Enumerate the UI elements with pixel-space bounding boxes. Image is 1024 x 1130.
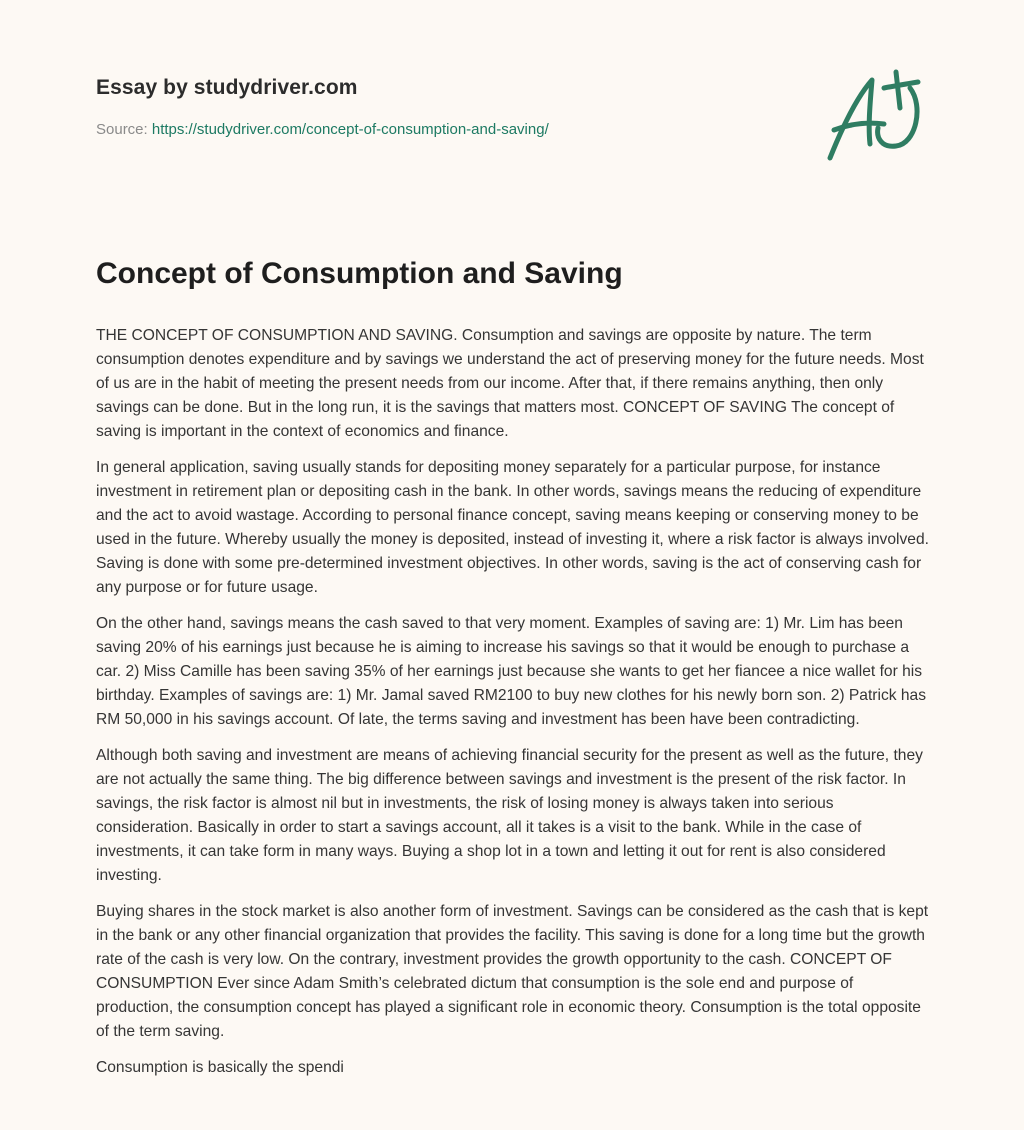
essay-paragraph: In general application, saving usually stands for depositing money separately for a particular purpose, for instance investment in retirement plan or depositing cash in the bank. In other words, savings means the reducing of expenditure and the act to avoid wastage. According to personal finance concept, saving means keeping or conserving money to be used in the future. Whereby usually the money is deposited, instead of investing it, where a risk factor is always involved. Saving is done with some pre-determined investment objectives. In other words, saving is the act of conserving cash for any purpose or for future usage.	[96, 459, 929, 596]
a-plus-grade-icon	[820, 66, 930, 166]
essay-paragraph: On the other hand, savings means the cash saved to that very moment. Examples of saving are: 1) Mr. Lim has been saving 20% of his earnings just because he is aiming to increase his savings so that it would be enough to purchase a car. 2) Miss Camille has been saving 35% of her earnings just because she wants to get her fiancee a nice wallet for his birthday. Examples of savings are: 1) Mr. Jamal saved RM2100 to buy new clothes for his newly born son. 2) Patrick has RM 50,000 in his savings account. Of late, the terms saving and investment has been have been contradicting.	[96, 615, 927, 728]
essay-paragraph-truncated: Consumption is basically the spendi	[96, 1059, 344, 1076]
source-line	[96, 120, 796, 140]
page-header	[96, 76, 796, 140]
essay-paragraph: Although both saving and investment are means of achieving financial security for the present as well as the future, they are not actually the same thing. The big difference between savings and investment is the present of the risk factor. In savings, the risk factor is almost nil but in investments, the risk of losing money is always taken into serious consideration. Basically in order to start a savings account, all it takes is a visit to the bank. While in the case of investments, it can take form in many ways. Buying a shop lot in a town and letting it out for rent is also considered investing.	[96, 747, 923, 884]
essay-paragraph: THE CONCEPT OF CONSUMPTION AND SAVING. Consumption and savings are opposite by nature. The term consumption denotes expenditure and by savings we understand the act of preserving money for the future needs. Most of us are in the habit of meeting the present needs from our income. After that, if there remains anything, then only savings can be done. But in the long run, it is the savings that matters most. CONCEPT OF SAVING The concept of saving is important in the context of economics and finance.	[96, 327, 924, 440]
essay-paragraph: Buying shares in the stock market is also another form of investment. Savings can be considered as the cash that is kept in the bank or any other financial organization that provides the facility. This saving is done for a long time but the growth rate of the cash is very low. On the contrary, investment provides the growth opportunity to the cash. CONCEPT OF CONSUMPTION Ever since Adam Smith’s celebrated dictum that consumption is the sole end and purpose of production, the consumption concept has played a significant role in economic theory. Consumption is the total opposite of the term saving.	[96, 903, 929, 1040]
essay-title: Concept of Consumption and Saving	[96, 257, 623, 290]
source-label: Source:	[96, 121, 152, 138]
source-link[interactable]: https://studydriver.com/concept-of-consumption-and-saving/	[151, 121, 549, 138]
site-title: Essay by studydriver.com	[96, 76, 358, 99]
essay-content	[96, 254, 932, 1092]
